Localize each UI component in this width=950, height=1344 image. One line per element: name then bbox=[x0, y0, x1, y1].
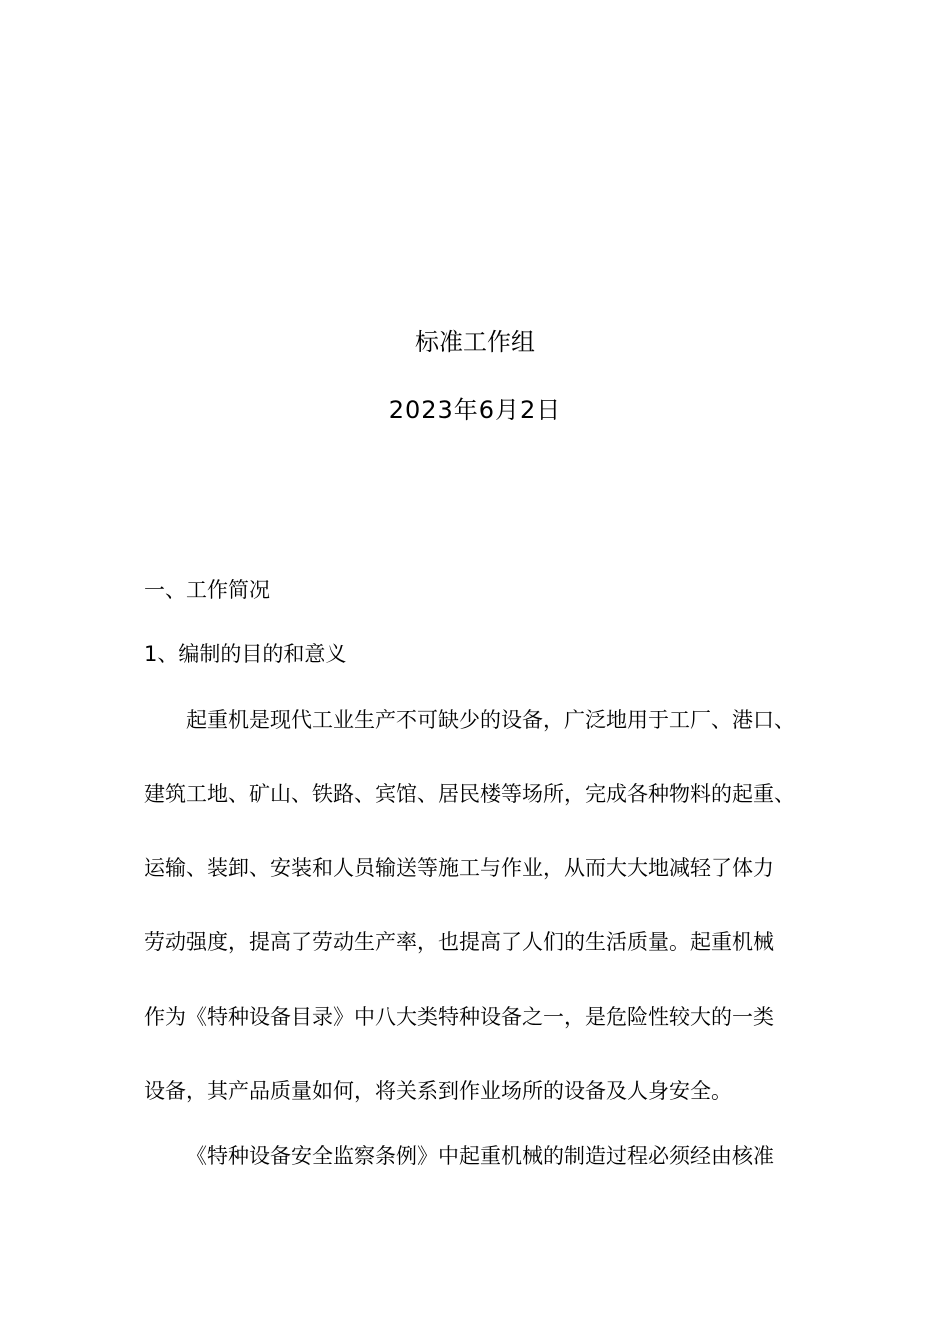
document-date: 2023年6月2日 bbox=[388, 396, 562, 424]
paragraph-1-line-4: 劳动强度，提高了劳动生产率，也提高了人们的生活质量。起重机械 bbox=[144, 930, 774, 954]
section-heading: 一、工作简况 bbox=[144, 578, 270, 602]
paragraph-2-line-1: 《特种设备安全监察条例》中起重机械的制造过程必须经由核准 bbox=[186, 1144, 774, 1168]
organization-name: 标准工作组 bbox=[415, 328, 535, 356]
paragraph-1-line-5: 作为《特种设备目录》中八大类特种设备之一，是危险性较大的一类 bbox=[144, 1005, 774, 1029]
paragraph-1-line-6: 设备，其产品质量如何，将关系到作业场所的设备及人身安全。 bbox=[144, 1079, 732, 1103]
paragraph-1-line-1: 起重机是现代工业生产不可缺少的设备，广泛地用于工厂、港口、 bbox=[186, 708, 795, 732]
section-subheading: 1、编制的目的和意义 bbox=[144, 642, 347, 666]
paragraph-1-line-2: 建筑工地、矿山、铁路、宾馆、居民楼等场所，完成各种物料的起重、 bbox=[144, 782, 795, 806]
paragraph-1-line-3: 运输、装卸、安装和人员输送等施工与作业，从而大大地减轻了体力 bbox=[144, 856, 774, 880]
